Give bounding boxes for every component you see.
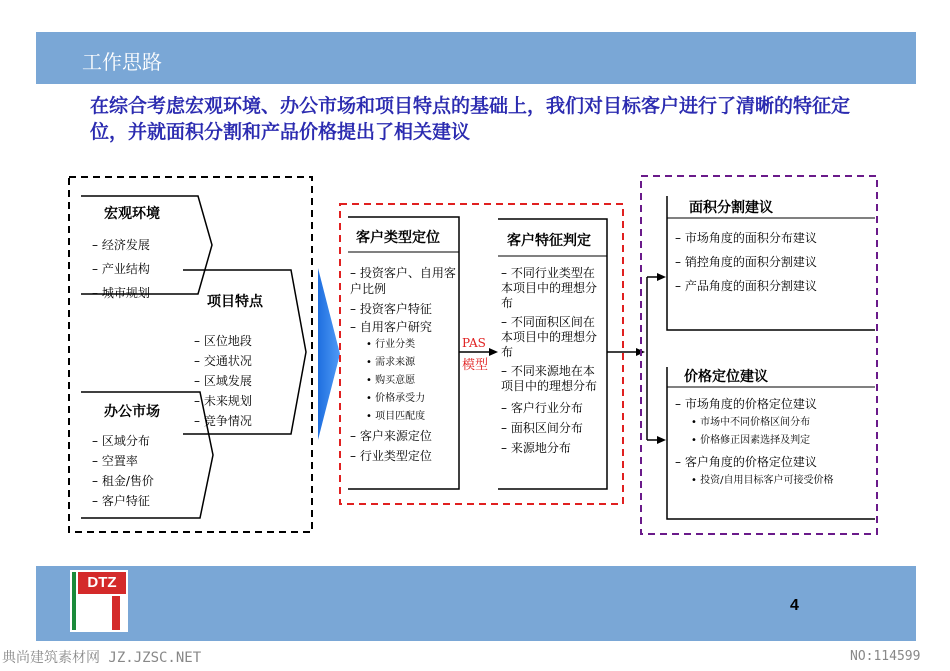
pas-label: PAS [462,336,486,350]
sub-item: • 行业分类 [366,339,416,350]
watermark-right: NO:114599 [850,649,921,664]
list-item: – 客户来源定位 [350,429,432,443]
logo-green-stripe [72,572,76,630]
pas-model-label: 模型 [462,358,489,373]
logo-text: DTZ [87,574,117,591]
list-item: – 经济发展 [92,238,150,252]
positioning-list [350,265,456,466]
features-title: 客户特征判定 [507,233,591,249]
list-item: – 产品角度的面积分割建议 [675,279,817,293]
list-item: – 客户行业分布 [501,401,583,415]
flow-arrow-shape [318,268,340,440]
sub-item: • 投资/自用目标客户可接受价格 [691,475,834,486]
project-title: 项目特点 [207,294,263,310]
sub-item: • 市场中不同价格区间分布 [691,417,811,428]
watermark-left: 典尚建筑素材网 JZ.JZSC.NET [2,650,202,666]
area-title: 面积分割建议 [689,200,773,216]
page-number: 4 [790,597,799,614]
list-item: – 投资客户特征 [350,302,432,316]
footer-bar [36,566,916,641]
macro-title: 宏观环境 [104,206,160,222]
list-item: – 来源地分布 [501,441,571,455]
list-item: – 投资客户、自用客户比例 [350,266,456,296]
list-item: – 自用客户研究 [350,320,432,334]
list-item: – 城市规划 [92,286,150,300]
page-title: 工作思路 [82,50,162,74]
project-list [194,331,252,431]
list-item: – 租金/售价 [92,474,154,488]
area-list [675,226,817,298]
list-item: – 空置率 [92,454,138,468]
subtitle: 在综合考虑宏观环境、办公市场和项目特点的基础上，我们对目标客户进行了清晰的特征定位，并就面积分割和产品价格提出了相关建议 [90,95,851,143]
office-list [92,431,154,511]
list-item: – 市场角度的价格定位建议 [675,397,817,411]
positioning-title: 客户类型定位 [356,230,440,246]
sub-item: • 需求来源 [366,357,416,368]
sub-item: • 项目匹配度 [366,411,426,422]
list-item: – 不同来源地在本项目中的理想分布 [501,364,598,393]
list-item: – 客户特征 [92,494,150,508]
list-item: – 不同行业类型在本项目中的理想分布 [501,266,598,310]
list-item: – 区域分布 [92,434,150,448]
list-item: – 区域发展 [194,374,252,388]
office-title: 办公市场 [104,404,160,420]
list-item: – 区位地段 [194,334,252,348]
list-item: – 不同面积区间在本项目中的理想分布 [501,315,598,359]
features-list [501,266,605,458]
logo-red-stripe [112,596,120,630]
list-item: – 市场角度的面积分布建议 [675,231,817,245]
list-item: – 竞争情况 [194,414,252,428]
price-list [675,394,833,490]
list-item: – 产业结构 [92,262,150,276]
macro-list [92,233,150,305]
price-title: 价格定位建议 [684,369,768,385]
list-item: – 销控角度的面积分割建议 [675,255,817,269]
list-item: – 未来规划 [194,394,252,408]
sub-item: • 价格修正因素选择及判定 [691,435,811,446]
list-item: – 客户角度的价格定位建议 [675,455,817,469]
list-item: – 行业类型定位 [350,449,432,463]
list-item: – 面积区间分布 [501,421,583,435]
list-item: – 交通状况 [194,354,252,368]
sub-item: • 价格承受力 [366,393,426,404]
sub-item: • 购买意愿 [366,375,416,386]
